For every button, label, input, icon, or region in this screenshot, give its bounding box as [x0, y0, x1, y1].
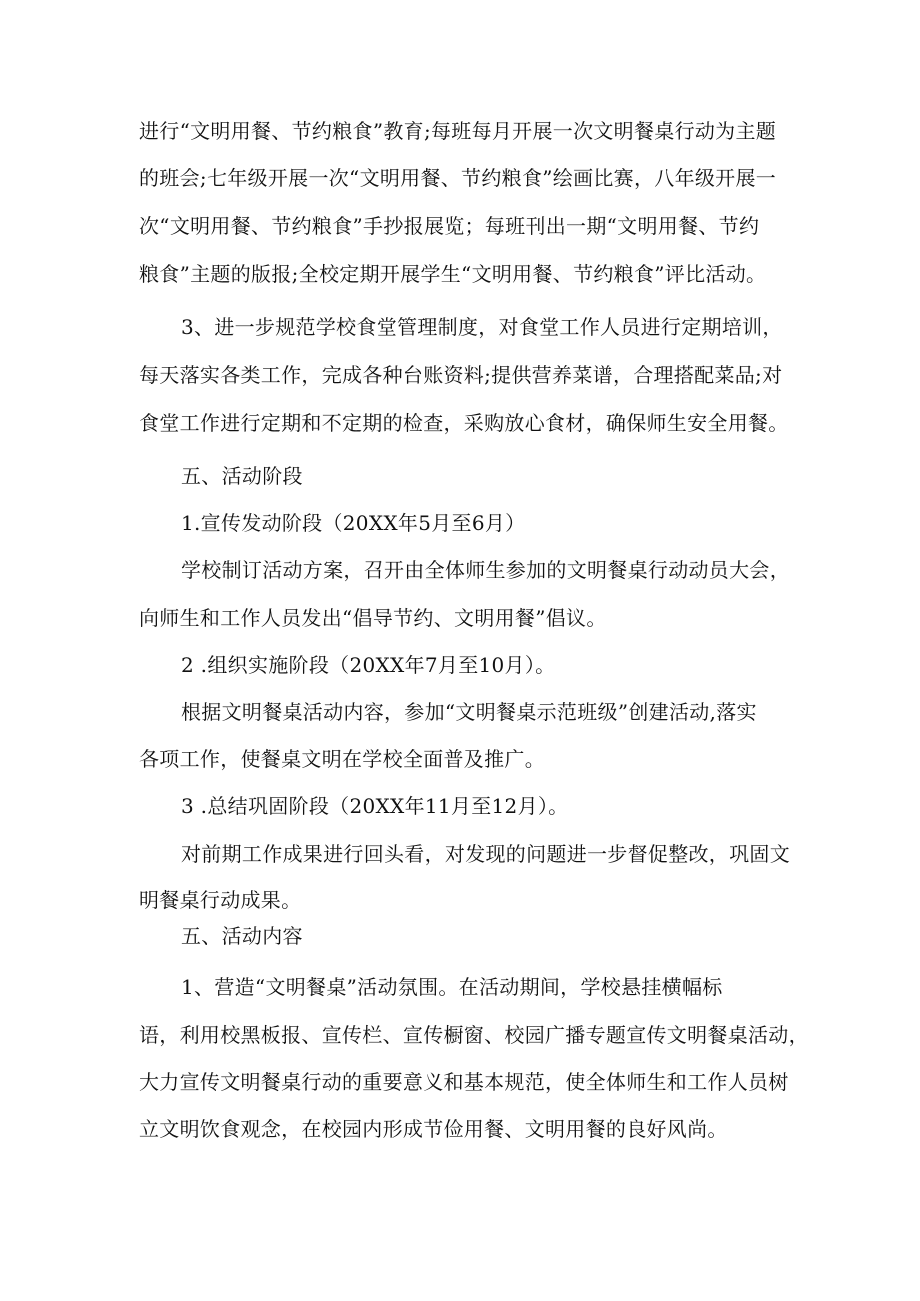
section-heading: 五、活动内容	[181, 924, 303, 948]
text-line: 根据文明餐桌活动内容，参加“文明餐桌示范班级”创建活动,落实	[181, 700, 757, 724]
text-line: 进行“文明用餐、节约粮食”教育;每班每月开展一次文明餐桌行动为主题	[139, 119, 777, 143]
text-line: 向师生和工作人员发出“倡导节约、文明用餐”倡议。	[139, 606, 607, 630]
text-line: 的班会;七年级开展一次“文明用餐、节约粮食”绘画比赛，八年级开展一	[139, 166, 777, 190]
text-line: 语，利用校黑板报、宣传栏、宣传橱窗、校园广播专题宣传文明餐桌活动，	[139, 1023, 809, 1047]
text-line: 1、营造“文明餐桌”活动氛围。在活动期间，学校悬挂横幅标	[181, 975, 723, 999]
section-heading: 五、活动阶段	[181, 464, 303, 488]
text-line: 3、进一步规范学校食堂管理制度，对食堂工作人员进行定期培训，	[181, 315, 783, 339]
text-line: 对前期工作成果进行回头看，对发现的问题进一步督促整改，巩固文	[181, 842, 790, 866]
text-line: 粮食”主题的版报;全校定期开展学生“文明用餐、节约粮食”评比活动。	[139, 262, 767, 286]
text-line: 大力宣传文明餐桌行动的重要意义和基本规范，使全体师生和工作人员树	[139, 1070, 789, 1094]
subsection-heading: 2 .组织实施阶段（20XX年7月至10月）。	[181, 653, 556, 677]
subsection-heading: 3 .总结巩固阶段（20XX年11月至12月）。	[181, 794, 569, 818]
text-line: 次“文明用餐、节约粮食”手抄报展览；每班刊出一期“文明用餐、节约	[139, 214, 760, 238]
text-line: 每天落实各类工作，完成各种台账资料;提供营养菜谱，合理搭配菜品;对	[139, 363, 783, 387]
subsection-heading: 1.宣传发动阶段（20XX年5月至6月）	[181, 511, 526, 535]
text-line: 学校制订活动方案，召开由全体师生参加的文明餐桌行动动员大会，	[181, 558, 790, 582]
text-line: 食堂工作进行定期和不定期的检查，采购放心食材，确保师生安全用餐。	[139, 411, 789, 435]
text-line: 立文明饮食观念，在校园内形成节俭用餐、文明用餐的良好风尚。	[139, 1117, 728, 1141]
text-line: 各项工作，使餐桌文明在学校全面普及推广。	[139, 747, 545, 771]
text-line: 明餐桌行动成果。	[139, 888, 302, 912]
